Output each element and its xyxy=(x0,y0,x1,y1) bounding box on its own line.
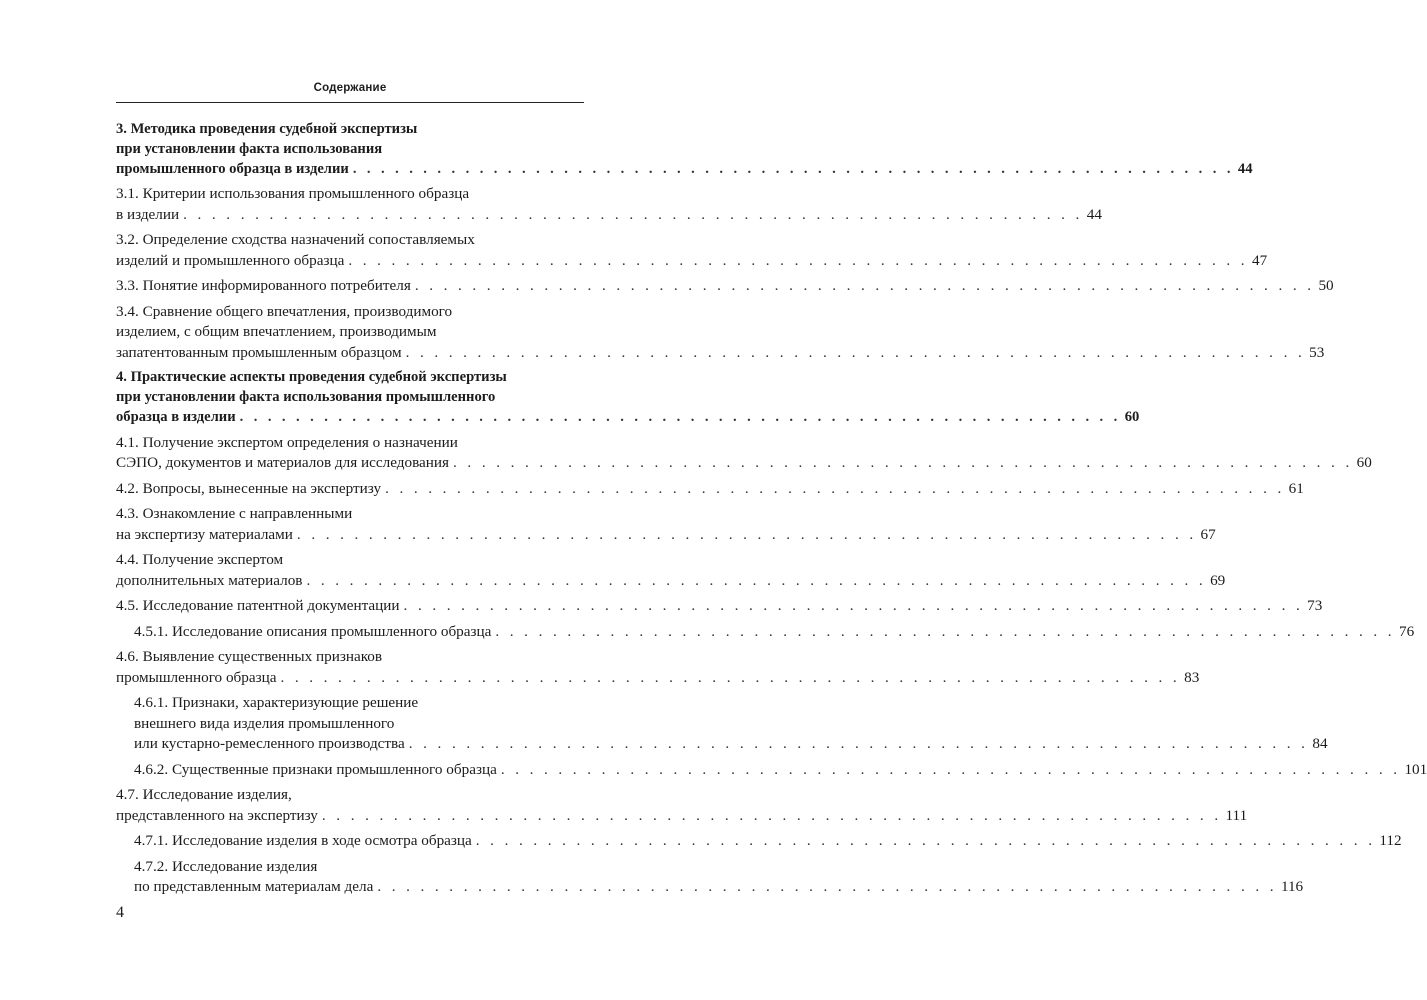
dot-leader: . . . . . . . . . . . . . . . . . . . . . . . . . . . . . . . . . . . . . . . . . . . . . . . . . . . . . . . . . . . . . . . xyxy=(500,760,1401,778)
toc-entry-title: изделий и промышленного образца xyxy=(116,251,345,269)
toc-entry-page: 101 xyxy=(1404,760,1427,778)
toc-entry-title: 4.5.1. Исследование описания промышленного образца xyxy=(134,622,492,640)
toc-entry-last-line xyxy=(116,596,1323,617)
toc-entry-title: по представленным материалам дела xyxy=(134,878,374,896)
dot-leader: . . . . . . . . . . . . . . . . . . . . . . . . . . . . . . . . . . . . . . . . . . . . . . . . . . . . . . . . . . . . . . . xyxy=(352,160,1234,177)
toc-entry-title: запатентованным промышленным образцом xyxy=(116,343,402,361)
toc-entry-page: 111 xyxy=(1225,806,1248,824)
toc-entry-page: 67 xyxy=(1200,525,1216,543)
toc-entry-title: в изделии xyxy=(116,205,180,223)
dot-leader: . . . . . . . . . . . . . . . . . . . . . . . . . . . . . . . . . . . . . . . . . . . . . . . . . . . . . . . . . . . . . . . xyxy=(280,668,1181,686)
toc-entry-title: представленного на экспертизу xyxy=(116,806,318,824)
dot-leader: . . . . . . . . . . . . . . . . . . . . . . . . . . . . . . . . . . . . . . . . . . . . . . . . . . . . . . . . . . . . . . . xyxy=(239,408,1121,425)
toc-entry xyxy=(116,230,1268,271)
toc-entry-last-line xyxy=(134,734,1328,755)
toc-entry xyxy=(116,647,1200,688)
dot-leader: . . . . . . . . . . . . . . . . . . . . . . . . . . . . . . . . . . . . . . . . . . . . . . . . . . . . . . . . . . . . . . . xyxy=(321,806,1222,824)
toc-entry-last-line xyxy=(134,877,1304,898)
dot-leader: . . . . . . . . . . . . . . . . . . . . . . . . . . . . . . . . . . . . . . . . . . . . . . . . . . . . . . . . . . . . . . . xyxy=(348,251,1248,269)
toc-entry-line: 4.6. Выявление существенных признаков xyxy=(116,648,383,666)
dot-leader: . . . . . . . . . . . . . . . . . . . . . . . . . . . . . . . . . . . . . . . . . . . . . . . . . . . . . . . . . . . . . . . xyxy=(475,832,1376,850)
toc-entry-line: 4.6.1. Признаки, характеризующие решение xyxy=(134,694,419,712)
toc-entry-line: 4.1. Получение экспертом определения о назначении xyxy=(116,433,458,451)
toc-entry xyxy=(116,857,1304,898)
toc-entry-line: 4.4. Получение экспертом xyxy=(116,551,284,569)
toc-entry-last-line xyxy=(116,806,1248,827)
toc-entry-last-line xyxy=(116,525,1216,546)
toc-entry-last-line xyxy=(116,453,1372,474)
toc-entry-title: 4.6.2. Существенные признаки промышленного образца xyxy=(134,760,497,778)
toc-entry-line: 3. Методика проведения судебной экспертизы xyxy=(116,121,418,137)
toc-entry xyxy=(116,302,1325,364)
toc-entry-title: 3.3. Понятие информированного потребителя xyxy=(116,277,411,295)
dot-leader: . . . . . . . . . . . . . . . . . . . . . . . . . . . . . . . . . . . . . . . . . . . . . . . . . . . . . . . . . . . . . . . xyxy=(403,597,1304,615)
toc-entry xyxy=(116,785,1248,826)
dot-leader: . . . . . . . . . . . . . . . . . . . . . . . . . . . . . . . . . . . . . . . . . . . . . . . . . . . . . . . . . . . . . . . xyxy=(453,454,1353,472)
toc-entry-page: 69 xyxy=(1210,571,1226,589)
dot-leader: . . . . . . . . . . . . . . . . . . . . . . . . . . . . . . . . . . . . . . . . . . . . . . . . . . . . . . . . . . . . . . . xyxy=(385,479,1285,497)
toc-entry-title: промышленного образца xyxy=(116,668,277,686)
running-header: Содержание xyxy=(313,82,387,94)
toc-entry-last-line xyxy=(134,760,1427,781)
toc-entry-last-line xyxy=(116,668,1200,689)
page-number: 4 xyxy=(116,904,124,921)
dot-leader: . . . . . . . . . . . . . . . . . . . . . . . . . . . . . . . . . . . . . . . . . . . . . . . . . . . . . . . . . . . . . . . xyxy=(405,343,1306,361)
toc-entry-page: 116 xyxy=(1280,878,1304,896)
toc-entry-page: 50 xyxy=(1318,277,1334,295)
toc-entry xyxy=(116,622,1415,643)
toc-entry-page: 61 xyxy=(1288,479,1304,497)
dot-leader: . . . . . . . . . . . . . . . . . . . . . . . . . . . . . . . . . . . . . . . . . . . . . . . . . . . . . . . . . . . . . . . xyxy=(414,277,1315,295)
dot-leader: . . . . . . . . . . . . . . . . . . . . . . . . . . . . . . . . . . . . . . . . . . . . . . . . . . . . . . . . . . . . . . . xyxy=(306,571,1207,589)
toc-entry-last-line xyxy=(116,160,1253,180)
toc-entry-title: 4.7.1. Исследование изделия в ходе осмотра образца xyxy=(134,832,472,850)
toc-entry-last-line xyxy=(116,205,1102,226)
toc-entry-last-line xyxy=(116,571,1226,592)
toc-entry-last-line xyxy=(134,622,1415,643)
toc-entry-title: СЭПО, документов и материалов для исследования xyxy=(116,454,450,472)
toc-entry-page: 84 xyxy=(1312,735,1328,753)
toc-entry-line: внешнего вида изделия промышленного xyxy=(134,714,395,732)
toc-entry xyxy=(116,368,1140,427)
toc-entry-page: 47 xyxy=(1251,251,1268,269)
toc-entry-line: 3.4. Сравнение общего впечатления, производимого xyxy=(116,302,453,320)
toc-entry-line: 3.1. Критерии использования промышленного образца xyxy=(116,185,470,203)
toc-entry-line: 3.2. Определение сходства назначений сопоставляемых xyxy=(116,231,475,249)
dot-leader: . . . . . . . . . . . . . . . . . . . . . . . . . . . . . . . . . . . . . . . . . . . . . . . . . . . . . . . . . . . . . . . xyxy=(183,205,1083,223)
toc-entry xyxy=(116,550,1226,591)
table-of-contents xyxy=(116,120,1427,903)
dot-leader: . . . . . . . . . . . . . . . . . . . . . . . . . . . . . . . . . . . . . . . . . . . . . . . . . . . . . . . . . . . . . . . xyxy=(377,878,1277,896)
toc-entry-page: 76 xyxy=(1399,622,1415,640)
toc-entry-title: на экспертизу материалами xyxy=(116,525,293,543)
toc-entry-title: дополнительных материалов xyxy=(116,571,303,589)
toc-entry-page: 44 xyxy=(1086,205,1102,223)
toc-entry xyxy=(116,479,1304,500)
toc-entry xyxy=(116,693,1328,755)
toc-entry-line: 4.3. Ознакомление с направленными xyxy=(116,505,353,523)
toc-entry xyxy=(116,120,1253,179)
toc-entry-last-line xyxy=(116,276,1334,297)
dot-leader: . . . . . . . . . . . . . . . . . . . . . . . . . . . . . . . . . . . . . . . . . . . . . . . . . . . . . . . . . . . . . . . xyxy=(495,622,1395,640)
toc-entry-last-line xyxy=(116,408,1140,428)
toc-entry-line: 4.7.2. Исследование изделия xyxy=(134,857,318,875)
header-rule xyxy=(116,102,584,103)
dot-leader: . . . . . . . . . . . . . . . . . . . . . . . . . . . . . . . . . . . . . . . . . . . . . . . . . . . . . . . . . . . . . . . xyxy=(296,525,1197,543)
toc-entry xyxy=(116,504,1216,545)
toc-entry-title: промышленного образца в изделии xyxy=(116,160,349,177)
toc-entry-line: при установлении факта использования промышленного xyxy=(116,389,496,406)
toc-entry xyxy=(116,276,1334,297)
toc-entry-page: 73 xyxy=(1307,597,1323,615)
toc-entry xyxy=(116,760,1427,781)
toc-entry-title: 4.2. Вопросы, вынесенные на экспертизу xyxy=(116,479,382,497)
dot-leader: . . . . . . . . . . . . . . . . . . . . . . . . . . . . . . . . . . . . . . . . . . . . . . . . . . . . . . . . . . . . . . . xyxy=(408,735,1309,753)
toc-entry-last-line xyxy=(116,479,1304,500)
toc-entry xyxy=(116,433,1372,474)
toc-entry-last-line xyxy=(116,343,1325,364)
toc-entry-title: образца в изделии xyxy=(116,408,236,425)
toc-entry-line: при установлении факта использования xyxy=(116,140,383,157)
toc-entry-page: 60 xyxy=(1356,454,1372,472)
toc-entry-title: 4.5. Исследование патентной документации xyxy=(116,597,400,615)
toc-entry xyxy=(116,184,1102,225)
toc-entry-line: 4.7. Исследование изделия, xyxy=(116,786,292,804)
toc-entry-line: 4. Практические аспекты проведения судебной экспертизы xyxy=(116,369,507,386)
toc-entry xyxy=(116,596,1323,617)
toc-entry-page: 112 xyxy=(1379,832,1402,850)
toc-entry xyxy=(116,831,1402,852)
toc-entry-last-line xyxy=(116,251,1268,272)
toc-entry-page: 60 xyxy=(1124,408,1140,425)
toc-entry-page: 44 xyxy=(1237,160,1253,177)
toc-entry-page: 83 xyxy=(1184,668,1200,686)
toc-entry-last-line xyxy=(134,831,1402,852)
toc-entry-page: 53 xyxy=(1309,343,1325,361)
toc-entry-title: или кустарно-ремесленного производства xyxy=(134,735,405,753)
toc-entry-line: изделием, с общим впечатлением, производимым xyxy=(116,323,437,341)
